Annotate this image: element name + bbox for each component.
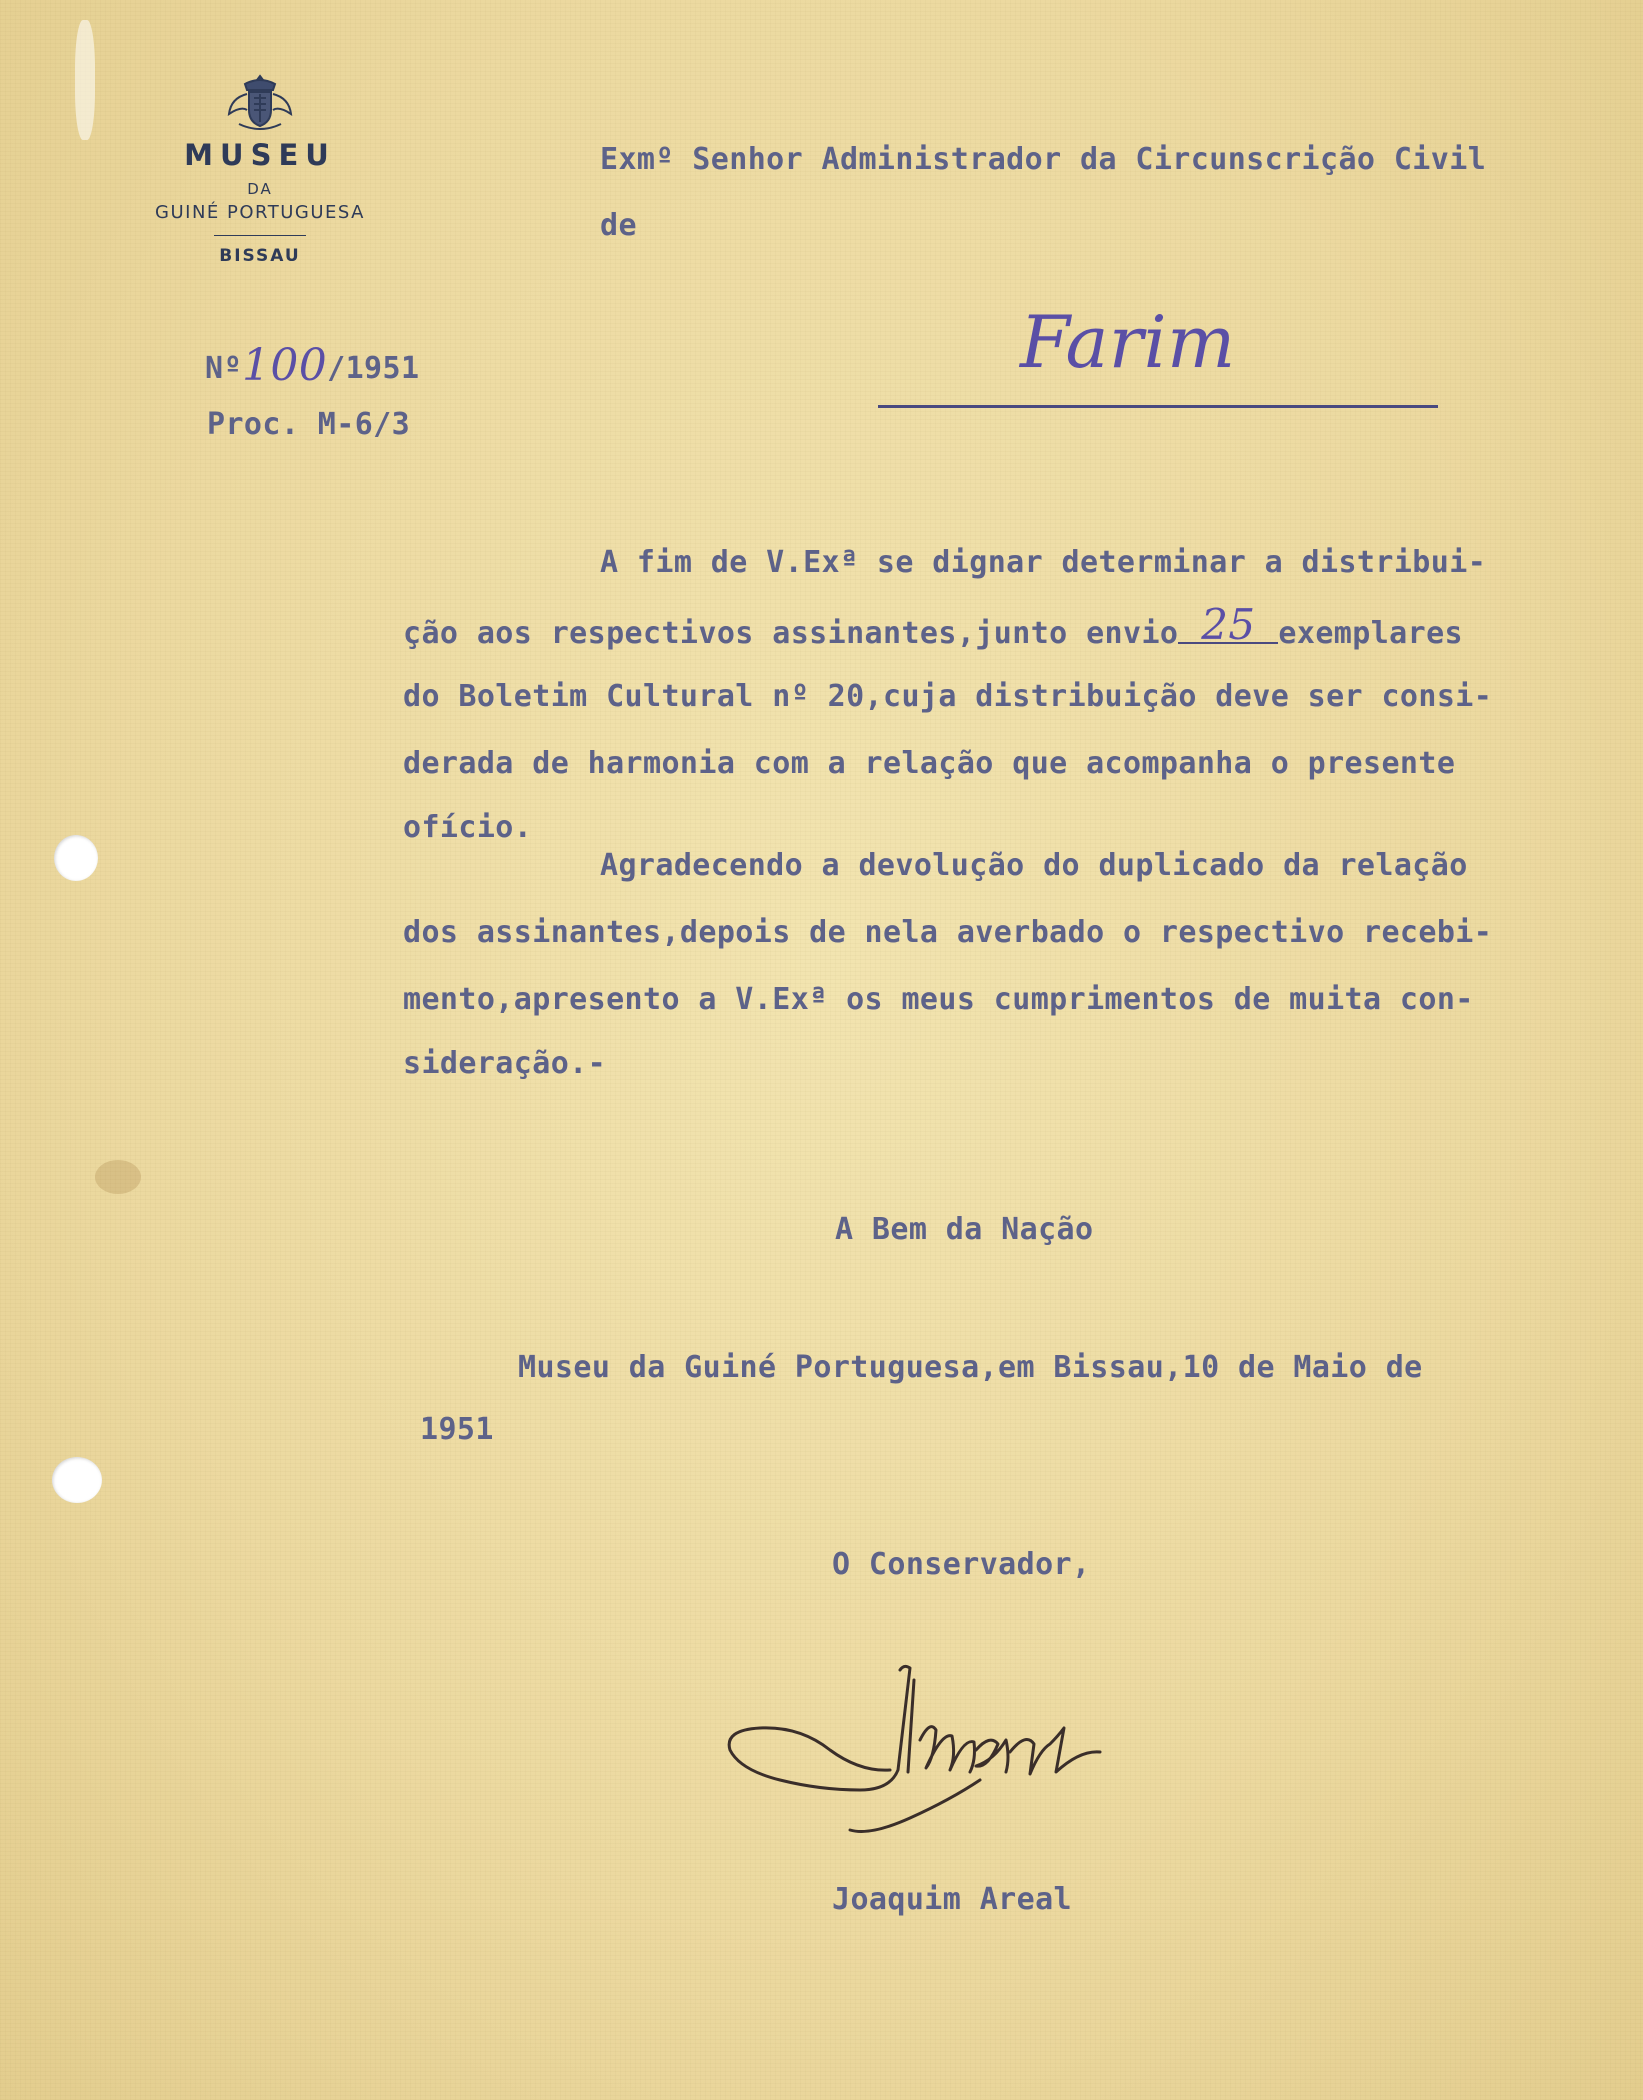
letterhead-city: BISSAU <box>219 246 301 266</box>
recipient-line-2: de <box>600 208 637 243</box>
reference-number-prefix: Nº <box>205 351 242 386</box>
recipient-line-1: Exmº Senhor Administrador da Circunscrição Civil <box>600 142 1487 177</box>
copy-count-handwritten: 25 <box>1178 608 1278 644</box>
body-p2-line-1: Agradecendo a devolução do duplicado da relação <box>600 848 1468 883</box>
handwritten-signature <box>720 1640 1140 1840</box>
place-date-line-1: Museu da Guiné Portuguesa,em Bissau,10 de Maio de <box>518 1350 1423 1385</box>
reference-year: /1951 <box>327 351 420 386</box>
salutation: A Bem da Nação <box>835 1212 1094 1247</box>
body-p1-line-4: derada de harmonia com a relação que acompanha o presente <box>403 746 1456 781</box>
punch-hole-top <box>54 835 98 881</box>
body-p1-line-2 <box>403 600 1464 651</box>
reference-number-handwritten: 100 <box>241 340 328 391</box>
paper-tear-mark <box>75 20 95 140</box>
letterhead-name: GUINÉ PORTUGUESA <box>155 202 365 223</box>
signatory-role: O Conservador, <box>832 1547 1091 1582</box>
body-p2-line-4: sideração.- <box>403 1046 607 1081</box>
process-reference: Proc. M-6/3 <box>207 407 411 442</box>
body-p1-line-3: do Boletim Cultural nº 20,cuja distribuição deve ser consi- <box>403 679 1493 714</box>
letterhead-divider <box>214 235 306 236</box>
body-p1-line-5: ofício. <box>403 810 533 845</box>
punch-hole-bottom <box>52 1457 102 1503</box>
paper-stain <box>95 1160 141 1194</box>
body-p2-line-3: mento,apresento a V.Exª os meus cumprimentos de muita con- <box>403 982 1474 1017</box>
coat-of-arms-icon <box>221 70 299 136</box>
recipient-place-underline <box>878 405 1438 408</box>
place-date-line-2: 1951 <box>420 1412 494 1447</box>
reference-number <box>205 338 419 389</box>
letterhead-title: MUSEU <box>184 138 336 172</box>
body-p1-line-1: A fim de V.Exª se dignar determinar a distribui- <box>600 545 1487 580</box>
recipient-place-handwritten: Farim <box>1020 300 1236 384</box>
signatory-name: Joaquim Areal <box>832 1882 1072 1917</box>
letterhead <box>120 70 400 266</box>
letterhead-da: DA <box>247 180 273 198</box>
body-p1-line-2-text-a: ção aos respectivos assinantes,junto envio <box>403 616 1179 651</box>
body-p2-line-2: dos assinantes,depois de nela averbado o respectivo recebi- <box>403 915 1493 950</box>
body-p1-line-2-text-b: exemplares <box>1278 616 1464 651</box>
